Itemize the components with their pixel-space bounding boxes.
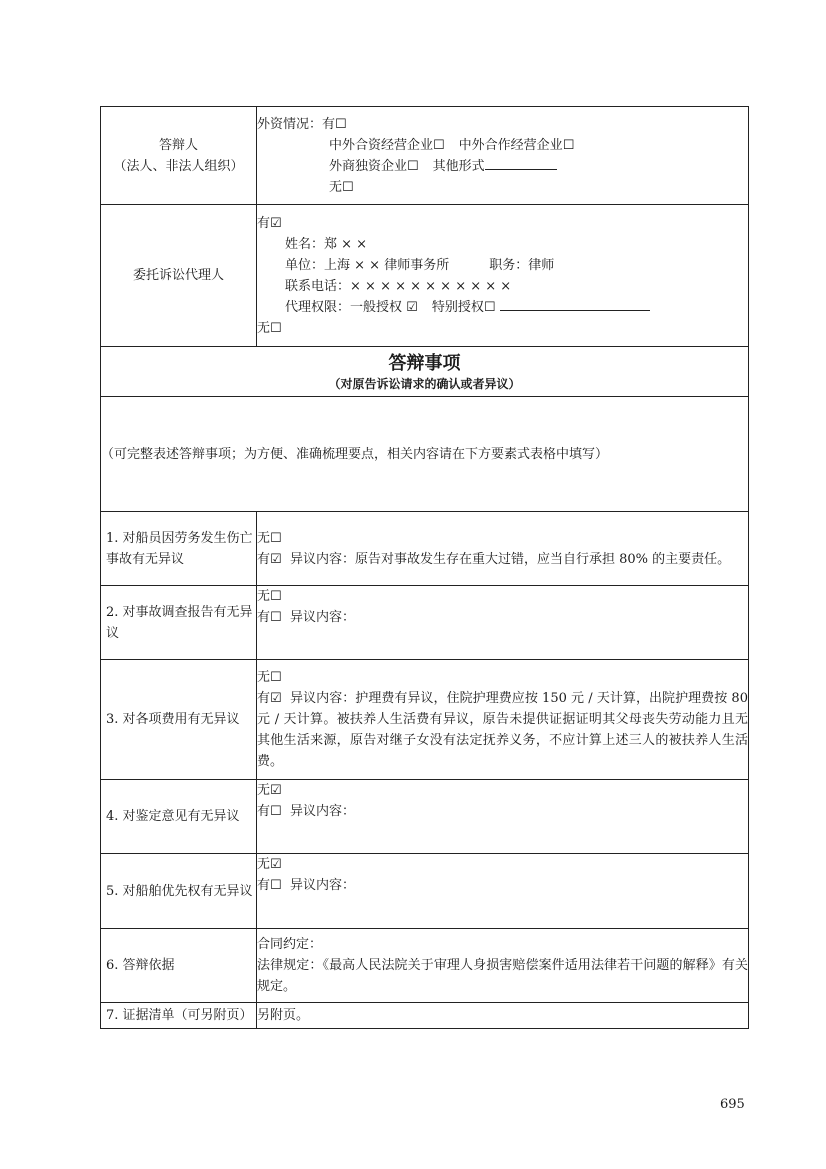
- item-1-yes-checkbox[interactable]: ☑: [270, 551, 282, 567]
- section-note-cell[interactable]: [101, 397, 749, 512]
- item-2-yes-label: 有: [257, 610, 271, 625]
- agent-name-label: 姓名：: [285, 236, 325, 252]
- agent-position-value: 律师: [528, 257, 555, 273]
- foreign-no-checkbox[interactable]: ☐: [342, 179, 354, 195]
- item-content-5: [257, 854, 749, 929]
- item-1-no-checkbox[interactable]: ☐: [270, 530, 282, 546]
- item-row-5: [101, 854, 749, 929]
- item-3-no-label: 无: [257, 670, 271, 685]
- foreign-capital-label: 外资情况：: [257, 116, 323, 132]
- page-number: 695: [720, 1097, 745, 1112]
- item-4-yes-label: 有: [257, 804, 271, 819]
- defendant-row: [101, 107, 749, 205]
- item-2-objection-label: 异议内容：: [289, 610, 355, 625]
- sino-foreign-coop-label: 中外合作经营企业: [458, 137, 563, 153]
- sino-foreign-equity-label: 中外合资经营企业: [329, 137, 434, 153]
- item-5-yes-checkbox[interactable]: ☐: [270, 878, 282, 893]
- item-5-objection-label: 异议内容：: [289, 878, 355, 893]
- item-4-yes-checkbox[interactable]: ☐: [270, 804, 282, 819]
- defendant-label: [101, 107, 257, 205]
- item-4-no-checkbox[interactable]: ☑: [270, 783, 282, 798]
- agent-unit-label: 单位：: [285, 257, 325, 273]
- item-1-objection-label: 异议内容：: [289, 551, 355, 567]
- sino-foreign-equity-checkbox[interactable]: ☐: [433, 137, 445, 153]
- item-2-no-checkbox[interactable]: ☐: [270, 589, 282, 604]
- defendant-content: [257, 107, 749, 205]
- evidence-label: 7. 证据清单（可另附页）: [101, 1003, 257, 1029]
- item-5-no-label: 无: [257, 857, 271, 872]
- item-2-yes-checkbox[interactable]: ☐: [270, 610, 282, 625]
- item-5-no-checkbox[interactable]: ☑: [270, 857, 282, 872]
- agent-none-checkbox[interactable]: ☐: [270, 320, 282, 336]
- item-5-yes-label: 有: [257, 878, 271, 893]
- basis-row: [101, 929, 749, 1003]
- section-title: 答辩事项: [388, 352, 461, 374]
- wholly-foreign-label: 外商独资企业: [329, 158, 408, 174]
- item-label-2: 2. 对事故调查报告有无异议: [101, 586, 257, 660]
- agent-authority-label: 代理权限：: [285, 299, 351, 315]
- agent-name-value: 郑 × ×: [324, 236, 368, 252]
- item-3-yes-label: 有: [257, 691, 271, 706]
- item-4-objection-label: 异议内容：: [289, 804, 355, 819]
- item-4-no-label: 无: [257, 783, 271, 798]
- item-label-4: 4. 对鉴定意见有无异议: [101, 780, 257, 854]
- agent-has-label: 有: [257, 215, 271, 231]
- agent-row: [101, 205, 749, 347]
- agent-phone-value: × × × × × × × × × × ×: [350, 278, 512, 294]
- section-note-row: [101, 397, 749, 512]
- item-3-no-checkbox[interactable]: ☐: [270, 670, 282, 685]
- special-auth-label: 特别授权: [431, 299, 484, 315]
- other-form-blank[interactable]: [485, 156, 557, 170]
- foreign-yes-checkbox[interactable]: ☐: [335, 116, 347, 132]
- item-3-objection-text: 护理费有异议，住院护理费应按 150 元 / 天计算，出院护理费按 80 元 / 天计算。被扶养人生活费有异议，原告未提供证据证明其父母丧失劳动能力且无其他生活来源，原告对继子女没有法定抚养义务，不应计算上述三人的被扶养人生活费。: [257, 691, 748, 769]
- basis-law-text: 《最高人民法院关于审理人身损害赔偿案件适用法律若干问题的解释》有关规定。: [257, 958, 748, 994]
- agent-has-checkbox[interactable]: ☑: [270, 215, 282, 231]
- special-auth-blank[interactable]: [500, 297, 650, 311]
- section-subtitle: （对原告诉讼请求的确认或者异议）: [328, 376, 521, 391]
- agent-label: 委托诉讼代理人: [101, 205, 257, 347]
- general-auth-checkbox[interactable]: ☑: [406, 299, 418, 315]
- defendant-label-line2: （法人、非法人组织）: [113, 158, 244, 174]
- item-row-1: [101, 512, 749, 586]
- agent-position-label: 职务：: [489, 257, 529, 273]
- evidence-row: [101, 1003, 749, 1029]
- wholly-foreign-checkbox[interactable]: ☐: [407, 158, 419, 174]
- basis-law-label: 法律规定：: [257, 958, 323, 973]
- section-note: （可完整表述答辩事项；为方便、准确梳理要点，相关内容请在下方要素式表格中填写）: [101, 446, 609, 462]
- agent-content: [257, 205, 749, 347]
- sino-foreign-coop-checkbox[interactable]: ☐: [562, 137, 575, 153]
- item-label-1: 1. 对船员因劳务发生伤亡事故有无异议: [101, 512, 257, 586]
- item-1-objection-text: 原告对事故发生存在重大过错，应当自行承担 80% 的主要责任。: [354, 551, 731, 567]
- section-title-cell: [101, 347, 749, 397]
- item-content-1: [257, 512, 749, 586]
- basis-content: [257, 929, 749, 1003]
- item-label-3: 3. 对各项费用有无异议: [101, 660, 257, 780]
- item-row-4: [101, 780, 749, 854]
- defense-form-table: [100, 106, 749, 1029]
- item-2-no-label: 无: [257, 589, 271, 604]
- item-3-yes-checkbox[interactable]: ☑: [270, 691, 282, 706]
- agent-phone-label: 联系电话：: [285, 278, 351, 294]
- item-label-5: 5. 对船舶优先权有无异议: [101, 854, 257, 929]
- section-title-row: [101, 347, 749, 397]
- general-auth-label: 一般授权: [350, 299, 403, 315]
- item-1-no-label: 无: [257, 530, 271, 546]
- basis-label: 6. 答辩依据: [101, 929, 257, 1003]
- item-content-4: [257, 780, 749, 854]
- evidence-content: 另附页。: [257, 1003, 749, 1029]
- agent-none-label: 无: [257, 320, 271, 336]
- basis-contract-label: 合同约定：: [257, 937, 323, 952]
- other-form-label: 其他形式: [432, 158, 485, 174]
- agent-unit-value: 上海 × × 律师事务所: [324, 257, 450, 273]
- special-auth-checkbox[interactable]: ☐: [483, 299, 496, 315]
- item-row-2: [101, 586, 749, 660]
- defendant-label-line1: 答辩人: [158, 137, 198, 153]
- item-1-yes-label: 有: [257, 551, 271, 567]
- item-content-2: [257, 586, 749, 660]
- item-3-objection-label: 异议内容：: [290, 691, 356, 706]
- foreign-yes-label: 有: [322, 116, 336, 132]
- item-row-3: [101, 660, 749, 780]
- item-content-3: [257, 660, 749, 780]
- foreign-no-label: 无: [329, 179, 343, 195]
